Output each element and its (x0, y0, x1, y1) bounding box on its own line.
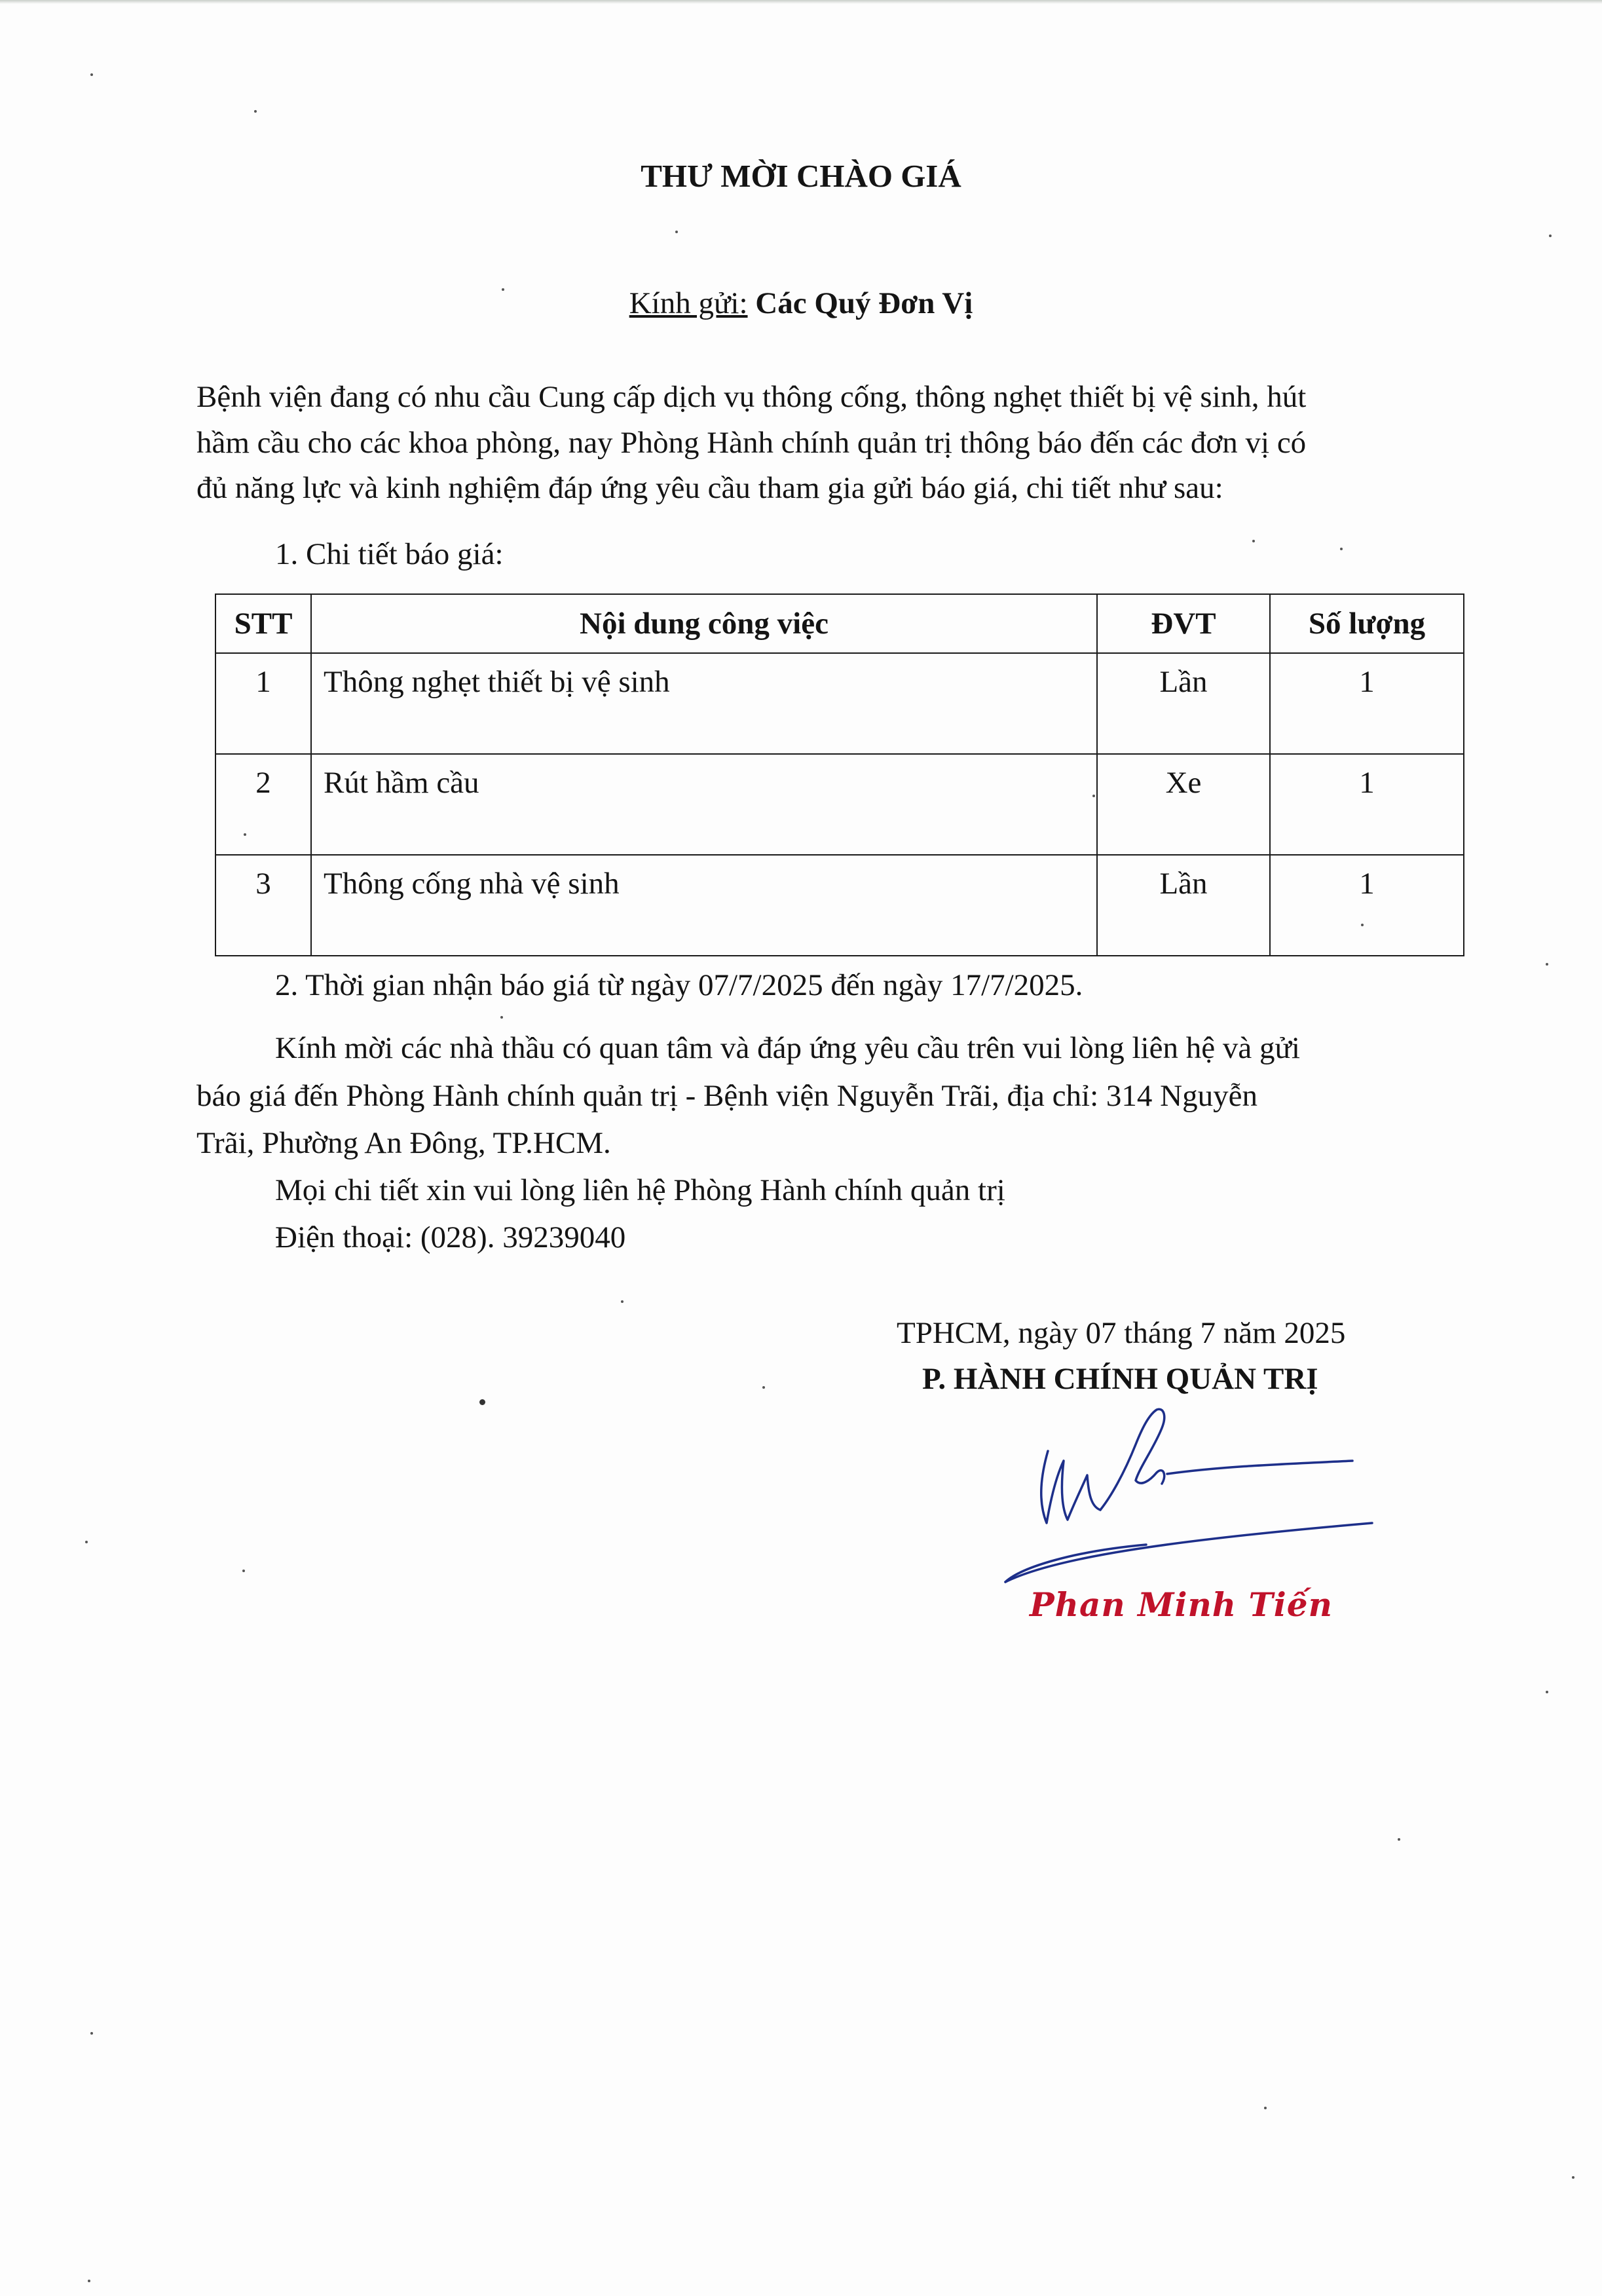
place-date: TPHCM, ngày 07 tháng 7 năm 2025 (897, 1316, 1346, 1350)
cell-unit: Xe (1097, 754, 1270, 855)
header-unit: ĐVT (1097, 594, 1270, 653)
cell-quantity: 1 (1270, 754, 1464, 855)
header-quantity: Số lượng (1270, 594, 1464, 653)
intro-line: đủ năng lực và kinh nghiệm đáp ứng yêu cầu tham gia gửi báo giá, chi tiết như sau: (196, 471, 1223, 505)
header-job-content: Nội dung công việc (311, 594, 1097, 653)
scan-speck (1546, 1691, 1548, 1693)
salutation (0, 285, 1602, 322)
scan-speck (90, 2032, 93, 2035)
phone-line: Điện thoại: (028). 39239040 (275, 1220, 626, 1254)
signer-name: Phan Minh Tiến (1030, 1585, 1333, 1624)
cell-job-content: Rút hầm cầu (311, 754, 1097, 855)
scan-speck (479, 1399, 485, 1405)
invite-line: Kính mời các nhà thầu có quan tâm và đáp ứng yêu cầu trên vui lòng liên hệ và gửi (275, 1031, 1300, 1065)
scan-speck (1264, 2107, 1267, 2109)
scan-speck (88, 2280, 90, 2282)
header-stt: STT (215, 594, 311, 653)
scan-speck (1092, 795, 1095, 797)
section-heading-details: 1. Chi tiết báo giá: (275, 537, 504, 571)
table-header-row (215, 594, 1464, 653)
salutation-label: Kính gửi: (629, 286, 748, 320)
intro-line: Bệnh viện đang có nhu cầu Cung cấp dịch vụ thông cống, thông nghẹt thiết bị vệ sinh, hút (196, 380, 1307, 414)
invite-line: báo giá đến Phòng Hành chính quản trị - Bệnh viện Nguyễn Trãi, địa chỉ: 314 Nguyễn (196, 1079, 1257, 1113)
document-title: THƯ MỜI CHÀO GIÁ (641, 158, 961, 194)
scan-speck (1252, 540, 1255, 542)
cell-job-content: Thông nghẹt thiết bị vệ sinh (311, 653, 1097, 754)
cell-stt: 3 (215, 855, 311, 956)
handwritten-signature (996, 1389, 1402, 1585)
scan-speck (1549, 235, 1552, 237)
scan-speck (500, 1016, 503, 1019)
contact-line: Mọi chi tiết xin vui lòng liên hệ Phòng Hành chính quản trị (275, 1173, 1005, 1207)
cell-job-content: Thông cống nhà vệ sinh (311, 855, 1097, 956)
scan-speck (1340, 548, 1343, 550)
salutation-recipient: Các Quý Đơn Vị (755, 286, 973, 320)
scan-speck (621, 1300, 624, 1303)
cell-unit: Lần (1097, 653, 1270, 754)
scan-edge (0, 0, 1602, 4)
table-row (215, 855, 1464, 956)
table-row (215, 653, 1464, 754)
scan-speck (244, 833, 246, 836)
scan-speck (1361, 924, 1364, 926)
scan-speck (242, 1570, 245, 1572)
intro-line: hầm cầu cho các khoa phòng, nay Phòng Hành chính quản trị thông báo đến các đơn vị có (196, 426, 1307, 460)
cell-quantity: 1 (1270, 855, 1464, 956)
section-heading-deadline: 2. Thời gian nhận báo giá từ ngày 07/7/2025 đến ngày 17/7/2025. (275, 968, 1083, 1002)
department-name: P. HÀNH CHÍNH QUẢN TRỊ (922, 1362, 1318, 1396)
scan-speck (85, 1541, 88, 1543)
cell-stt: 2 (215, 754, 311, 855)
table-row (215, 754, 1464, 855)
cell-stt: 1 (215, 653, 311, 754)
quote-table (215, 593, 1464, 956)
scan-speck (675, 231, 678, 233)
scan-speck (1572, 2176, 1574, 2179)
scan-speck (90, 73, 93, 76)
invite-line: Trãi, Phường An Đông, TP.HCM. (196, 1126, 611, 1160)
cell-unit: Lần (1097, 855, 1270, 956)
scan-speck (1398, 1838, 1400, 1841)
scan-speck (1546, 963, 1548, 966)
scan-speck (502, 288, 504, 291)
scan-speck (762, 1386, 765, 1389)
scan-speck (254, 110, 257, 113)
cell-quantity: 1 (1270, 653, 1464, 754)
